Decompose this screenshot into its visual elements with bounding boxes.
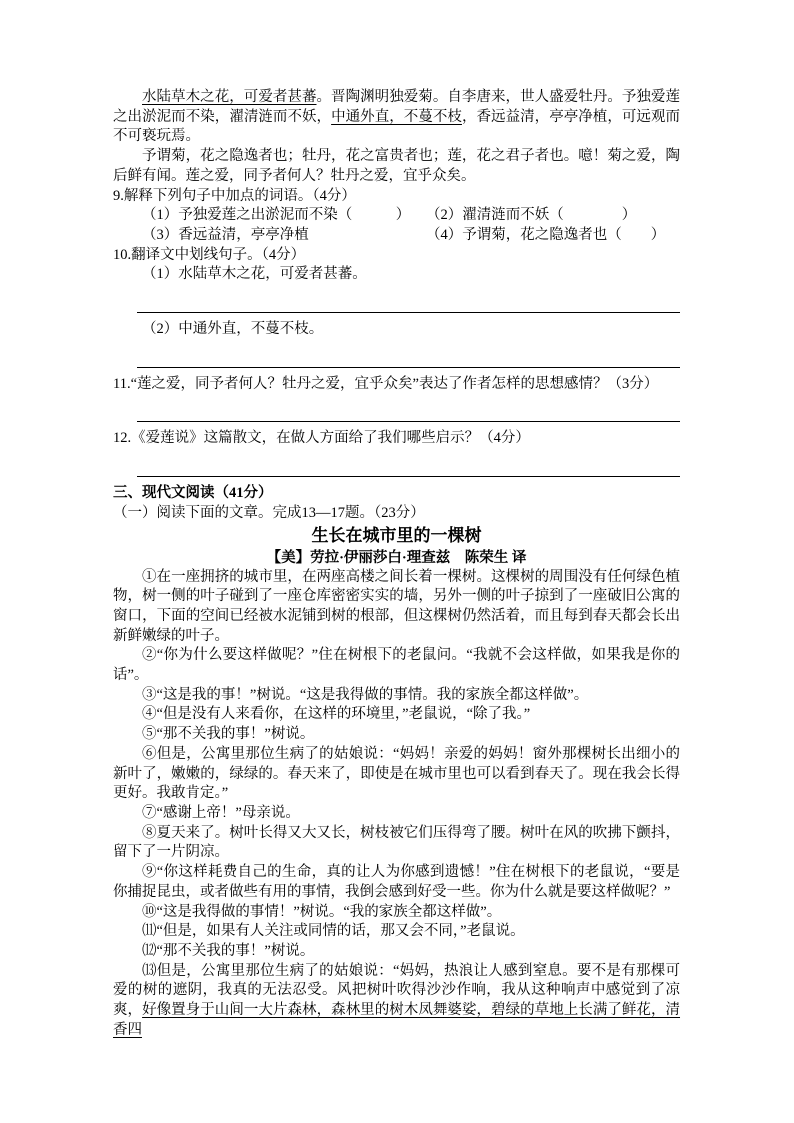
question-9-row-1 bbox=[113, 206, 680, 226]
question-9-item-1: （1）予独爱莲之出淤泥而不染（ ） bbox=[142, 207, 411, 224]
text-paragraph bbox=[113, 646, 680, 685]
text-paragraph bbox=[113, 568, 680, 647]
text-paragraph bbox=[113, 88, 680, 147]
answer-blank-line bbox=[137, 449, 680, 477]
answer-blank-line bbox=[137, 285, 680, 313]
text-segment: ⑨“你这样耗费自己的生命，真的让人为你感到遗憾！”住在树根下的老鼠说，“要是你捕捉昆虫，或者做些有用的事情，我倒会感到好受一些。你为什么就是要这样做呢？” bbox=[113, 864, 680, 900]
text-segment: ⑾“但是，如果有人关注或同情的话，那又会不同，”老鼠说。 bbox=[142, 923, 525, 940]
question-12-label: 12.《爱莲说》这篇散文，在做人方面给了我们哪些启示？（4分） bbox=[113, 430, 530, 447]
text-segment: ⑦“感谢上帝！”母亲说。 bbox=[142, 804, 300, 821]
text-segment: 。晋陶渊明独爱菊。自李唐来，世人盛爱牡丹。予独爱莲之出淤泥而不染，濯清涟而不妖， bbox=[113, 89, 680, 125]
page-content bbox=[113, 88, 680, 1040]
section-heading: 三、现代文阅读（41分） bbox=[113, 485, 273, 502]
modern-text bbox=[113, 568, 680, 1041]
underlined-text: 好像置身于山间一大片森林，森林里的树木凤舞婆娑，碧绿的草地上长满了鲜花，清香四 bbox=[113, 1002, 681, 1038]
text-paragraph bbox=[113, 147, 680, 186]
article-title: 生长在城市里的一棵树 bbox=[311, 525, 482, 545]
text-paragraph bbox=[113, 745, 680, 804]
text-segment: ①在一座拥挤的城市里，在两座高楼之间长着一棵树。这棵树的周围没有任何绿色植物，树一侧的叶子碰到了一座仓库密密实实的墙，另外一侧的叶子掠到了一座破旧公寓的窗口，下面的空间已经被水泥铺到树的根部，但这棵树仍然活着，而且每到春天都会长出新鲜嫩绿的叶子。 bbox=[113, 568, 680, 644]
question-10-item-1: （1）水陆草木之花，可爱者甚蕃。 bbox=[142, 266, 367, 283]
text-segment: ⑿“那不关我的事！”树说。 bbox=[142, 942, 315, 959]
text-segment: ⑤“那不关我的事！”树说。 bbox=[142, 726, 315, 743]
question-9-item-4: （4）予谓菊，花之隐逸者也（ ） bbox=[426, 226, 666, 243]
text-segment: 予谓菊，花之隐逸者也；牡丹，花之富贵者也；莲，花之君子者也。噫！菊之爱，陶后鲜有闻。莲之爱，同予者何人？牡丹之爱，宜乎众矣。 bbox=[113, 148, 680, 184]
text-paragraph bbox=[113, 962, 680, 1041]
text-segment: ④“但是没有人来看你，在这样的环境里，”老鼠说，“除了我。” bbox=[142, 706, 531, 723]
text-paragraph bbox=[113, 686, 680, 706]
text-segment: ②“你为什么要这样做呢？”住在树根下的老鼠问。“我就不会这样做，如果我是你的话”。 bbox=[113, 647, 680, 684]
text-segment: ③“这是我的事！”树说。“这是我得做的事情。我的家族全都这样做”。 bbox=[142, 686, 589, 703]
underlined-text: 水陆草木之花，可爱者甚蕃 bbox=[142, 89, 317, 105]
section-intro: （一）阅读下面的文章。完成13—17题。（23分） bbox=[113, 504, 425, 521]
text-paragraph bbox=[113, 725, 680, 745]
question-11-label: 11.“莲之爱，同予者何人？牡丹之爱，宜乎众矣”表达了作者怎样的思想感情？（3分） bbox=[113, 375, 659, 392]
text-paragraph bbox=[113, 863, 680, 902]
classical-text bbox=[113, 88, 680, 187]
text-paragraph bbox=[113, 922, 680, 942]
underlined-text: 中通外直，不蔓不枝 bbox=[331, 108, 462, 125]
text-paragraph bbox=[113, 804, 680, 824]
answer-blank-line bbox=[137, 340, 680, 368]
text-paragraph bbox=[113, 942, 680, 962]
question-10-item-2: （2）中通外直，不蔓不枝。 bbox=[142, 321, 324, 338]
answer-blank-line bbox=[137, 394, 680, 422]
question-9-item-2: （2）濯清涟而不妖（ ） bbox=[426, 207, 637, 224]
question-9-label: 9.解释下列句子中加点的词语。（4分） bbox=[113, 187, 356, 204]
text-paragraph bbox=[113, 824, 680, 863]
article-byline: 【美】劳拉·伊丽莎白·理查兹 陈荣生 译 bbox=[266, 549, 527, 566]
question-9-row-2 bbox=[113, 226, 680, 246]
text-segment: ⑧夏天来了。树叶长得又大又长，树枝被它们压得弯了腰。树叶在风的吹拂下颤抖，留下了一片阴凉。 bbox=[113, 824, 680, 861]
question-10-label: 10.翻译文中划线句子。（4分） bbox=[113, 246, 306, 263]
text-segment: ⑥但是，公寓里那位生病了的姑娘说：“妈妈！亲爱的妈妈！窗外那棵树长出细小的新叶了，嫩嫩的，绿绿的。春天来了，即使是在城市里也可以看到春天了。现在我会长得更好。我敢肯定。” bbox=[113, 745, 680, 802]
text-paragraph bbox=[113, 705, 680, 725]
text-segment: ⒀但是，公寓里那位生病了的姑娘说：“妈妈，热浪让人感到窒息。要不是有那棵可爱的树的遮阴，我真的无法忍受。风把树叶吹得沙沙作响，我从这种响声中感觉到了凉爽， bbox=[113, 962, 680, 1019]
text-paragraph bbox=[113, 903, 680, 923]
text-segment: ，香远益清，亭亭净植，可远观而不可亵玩焉。 bbox=[113, 108, 681, 145]
question-9-item-3: （3）香远益清，亭亭净植 bbox=[142, 226, 309, 243]
text-segment: ⑩“这是我得做的事情！”树说。“我的家族全都这样做”。 bbox=[142, 903, 502, 920]
